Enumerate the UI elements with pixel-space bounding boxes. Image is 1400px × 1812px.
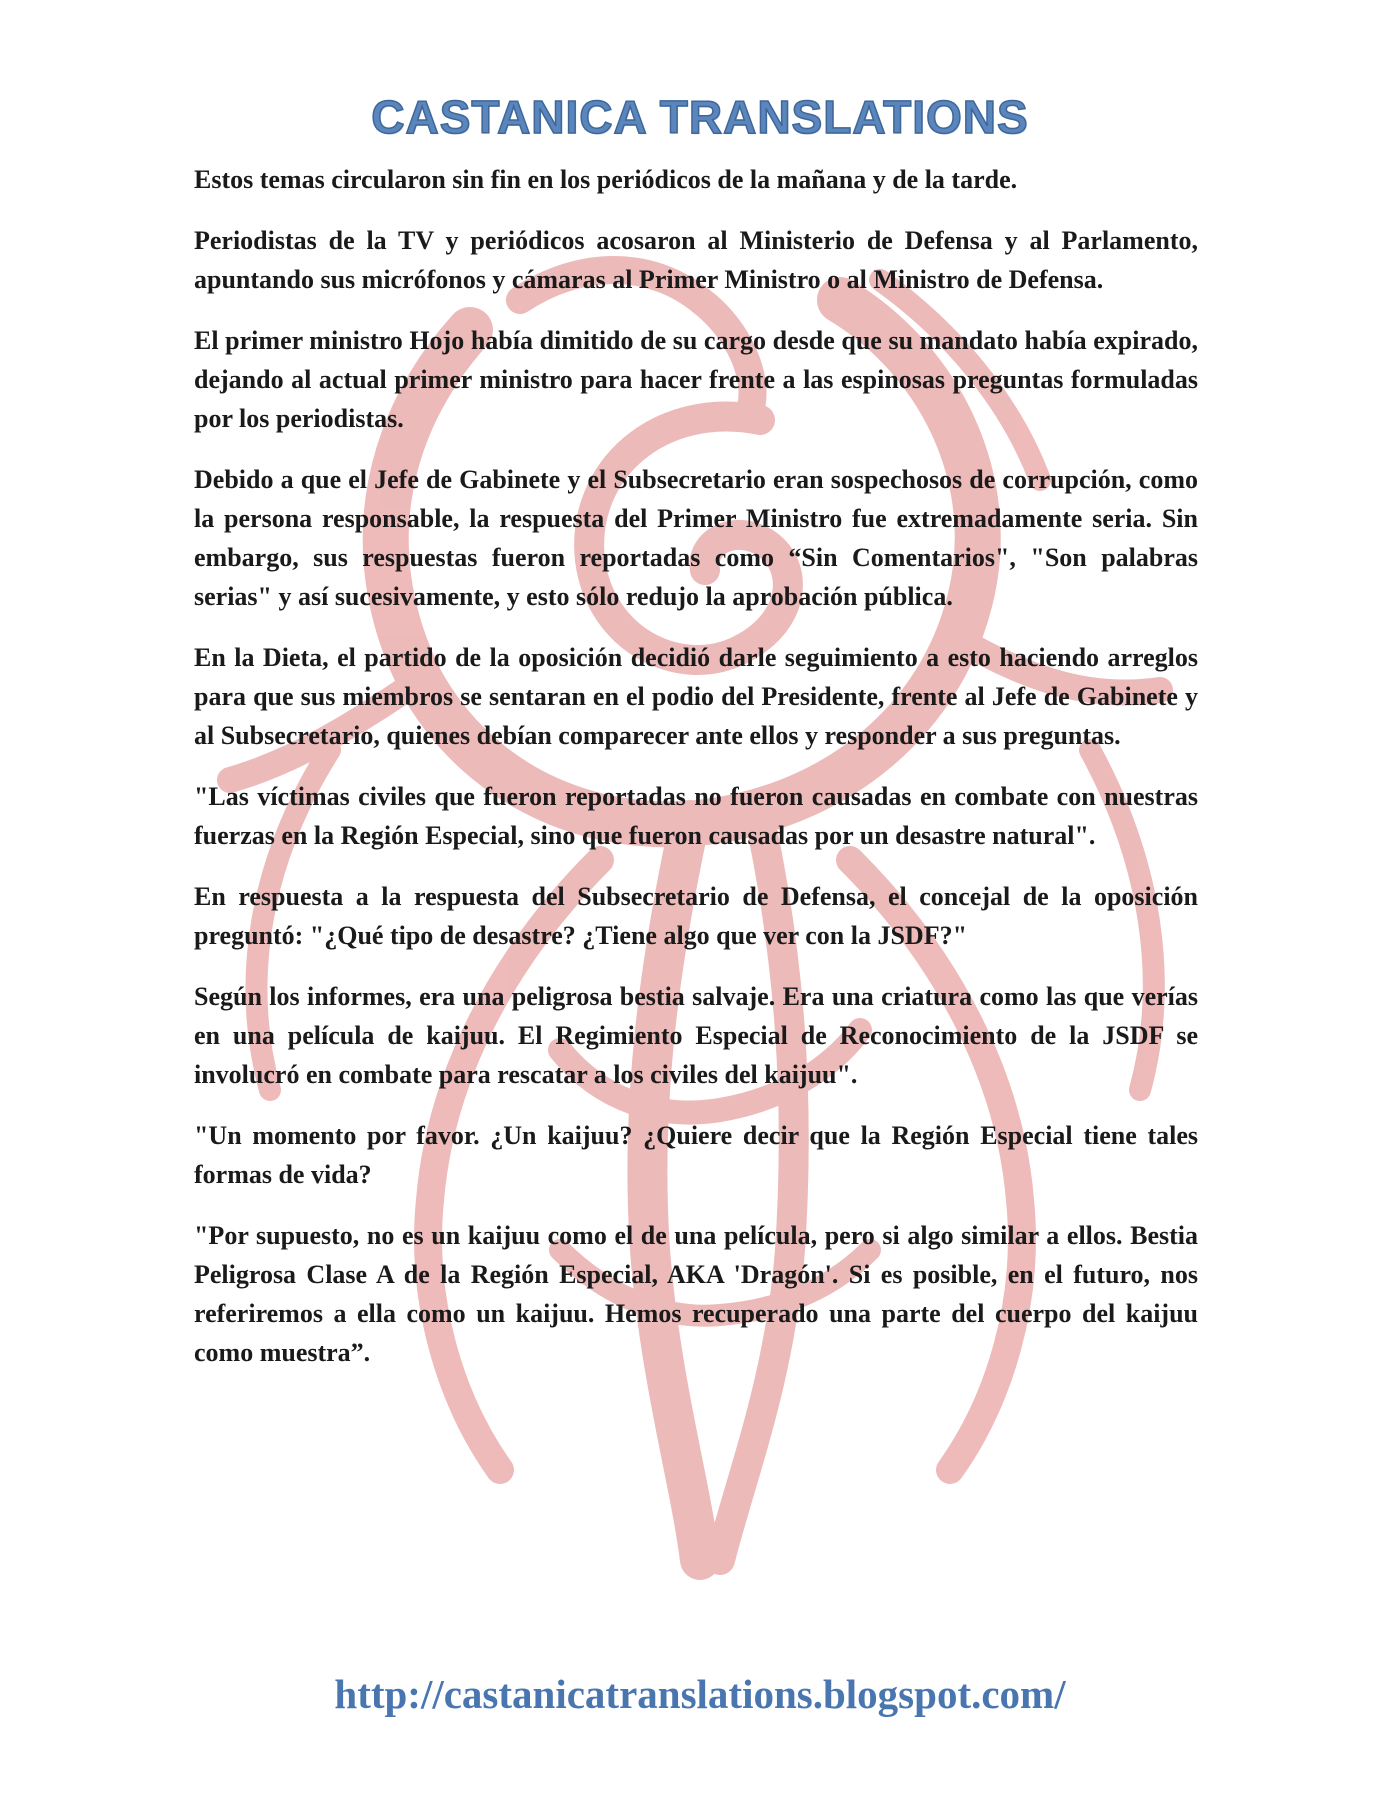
paragraph-8: Según los informes, era una peligrosa bestia salvaje. Era una criatura como las que verías en una película de kaijuu. El Regimiento Especial de Reconocimiento de la JSDF se involucró en combate para rescatar a los civiles del kaijuu". — [194, 982, 1198, 1089]
paragraph-6: "Las víctimas civiles que fueron reportadas no fueron causadas en combate con nuestras fuerzas en la Región Especial, sino que fueron causadas por un desastre natural". — [194, 782, 1198, 850]
document-body — [194, 160, 1198, 1394]
paragraph-7: En respuesta a la respuesta del Subsecretario de Defensa, el concejal de la oposición preguntó: "¿Qué tipo de desastre? ¿Tiene algo que ver con la JSDF?" — [194, 882, 1198, 950]
paragraph-3: El primer ministro Hojo había dimitido de su cargo desde que su mandato había expirado, dejando al actual primer ministro para hacer frente a las espinosas preguntas formuladas por los periodistas. — [194, 326, 1198, 433]
paragraph-2: Periodistas de la TV y periódicos acosaron al Ministerio de Defensa y al Parlamento, apuntando sus micrófonos y cámaras al Primer Ministro o al Ministro de Defensa. — [194, 226, 1198, 294]
footer-url-link[interactable]: http://castanicatranslations.blogspot.com/ — [334, 1671, 1066, 1717]
paragraph-4: Debido a que el Jefe de Gabinete y el Subsecretario eran sospechosos de corrupción, como la persona responsable, la respuesta del Primer Ministro fue extremadamente seria. Sin embargo, sus respuestas fueron reportadas como “Sin Comentarios", "Son palabras serias" y así sucesivamente, y esto sólo redujo la aprobación pública. — [194, 465, 1198, 611]
paragraph-5: En la Dieta, el partido de la oposición decidió darle seguimiento a esto haciendo arreglos para que sus miembros se sentaran en el podio del Presidente, frente al Jefe de Gabinete y al Subsecretario, quienes debían comparecer ante ellos y responder a sus preguntas. — [194, 643, 1198, 750]
paragraph-10: "Por supuesto, no es un kaijuu como el de una película, pero si algo similar a ellos. Bestia Peligrosa Clase A de la Región Especial, AKA 'Dragón'. Si es posible, en el futuro, nos referiremos a ella como un kaijuu. Hemos recuperado una parte del cuerpo del kaijuu como muestra”. — [194, 1221, 1198, 1367]
header-title: CASTANICA TRANSLATIONS — [371, 91, 1029, 143]
paragraph-1: Estos temas circularon sin fin en los periódicos de la mañana y de la tarde. — [194, 165, 1018, 194]
paragraph-9: "Un momento por favor. ¿Un kaijuu? ¿Quiere decir que la Región Especial tiene tales formas de vida? — [194, 1121, 1198, 1189]
